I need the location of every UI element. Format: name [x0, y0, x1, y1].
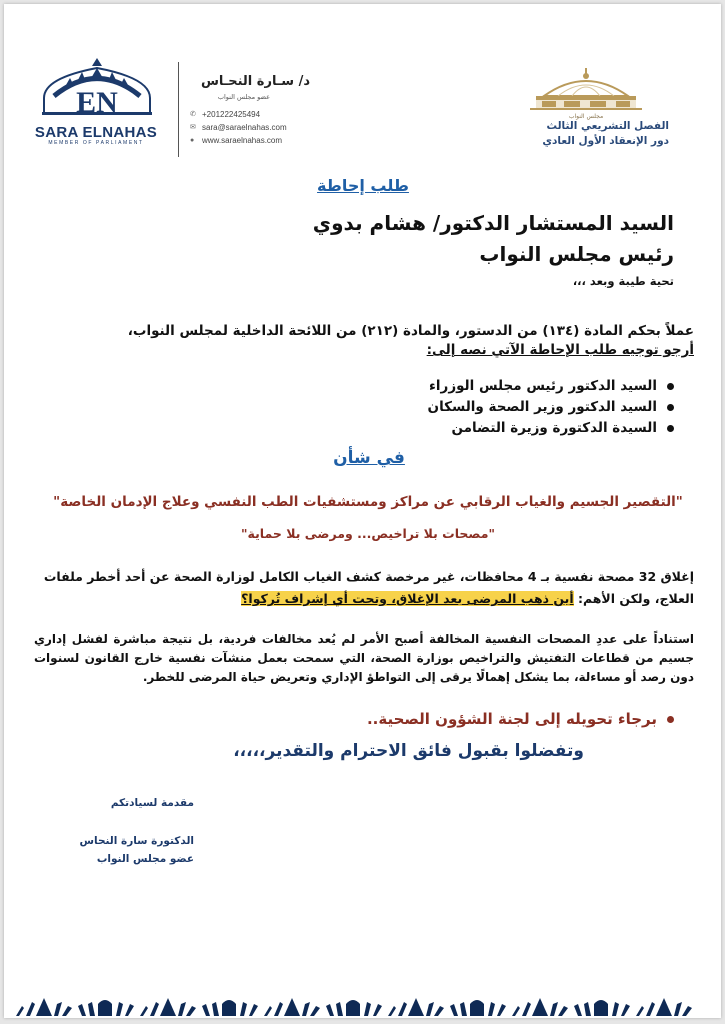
- signature-name: الدكتورة سارة النحاس: [79, 835, 194, 847]
- recipient-item: [304, 376, 674, 397]
- card-title: عضو مجلس النواب: [217, 93, 270, 101]
- addressee-line-1: السيد المستشار الدكتور/ هشام بدوي: [312, 211, 674, 235]
- card-phone: +201222425494: [202, 110, 261, 119]
- card-name: د/ سـارة النحـاس: [200, 74, 310, 89]
- closure-paragraph: [34, 566, 694, 610]
- globe-icon: ●: [190, 136, 195, 144]
- closure-text: إغلاق 32 مصحة نفسية بـ 4 محافظات، غير مرخصة كشف الغياب الكامل لوزارة الصحة عن أحد أخطر ملفات العلاج، ولكن الأهم:: [43, 569, 694, 606]
- card-phone-row: [190, 110, 330, 119]
- logo-name: SARA ELNAHAS: [34, 124, 158, 141]
- recipient-item: [304, 418, 674, 439]
- parliament-logo-caption: مجلس النواب: [568, 113, 604, 120]
- session-round: دور الإنعقاد الأول العادي: [542, 135, 669, 147]
- highlighted-question: أين ذهب المرضى بعد الإغلاق، وتحت أي إشراف تُركوا؟: [241, 591, 574, 606]
- logo-monogram: EN: [76, 86, 118, 119]
- subject-line-1: "التقصير الجسيم والغياب الرقابي عن مراكز ومستشفيات الطب النفسي وعلاج الإدمان الخاصة": [53, 494, 683, 510]
- card-email[interactable]: sara@saraelnahas.com: [202, 123, 287, 132]
- sara-elnahas-logo: [22, 56, 172, 128]
- recipient-text: السيد الدكتور وزير الصحة والسكان: [427, 399, 657, 415]
- bullet-icon: [667, 383, 674, 390]
- footer-decorative-band: [4, 994, 721, 1018]
- recipient-item: [304, 397, 674, 418]
- signature-intro: مقدمة لسيادتكم: [110, 797, 194, 809]
- recipient-text: السيدة الدكتورة وزيرة التضامن: [451, 420, 657, 436]
- intro-line-1: عملاً بحكم المادة (١٣٤) من الدستور، والمادة (٢١٢) من اللائحة الداخلية لمجلس النواب،: [127, 323, 694, 339]
- header-divider: [178, 62, 179, 157]
- analysis-paragraph: استناداً على عددِ المصحات النفسية المخالفة أصبح الأمر لم يُعد مخالفات فردية، بل نتيجة مباشرة لفشل إداري جسيم من قطاعات التفتيش والتراخيص بوزارة الصحة، التي سمحت بعمل منشآت نفسية خارج القانون لسنوات دون رصد أو مساءلة، بما يشكل إهمالًا يرقى إلى التواطؤ الإداري وتعريض حياة المرضى للخطر.: [34, 632, 694, 684]
- document-page: [4, 4, 721, 1018]
- legislative-term: الفصل التشريعي الثالث: [546, 120, 669, 132]
- email-icon: ✉: [190, 123, 196, 131]
- subject-line-2: "مصحات بلا تراخيص... ومرضى بلا حماية": [240, 526, 495, 541]
- closing-line: وتفضلوا بقبول فائق الاحترام والتقدير،،،،،: [233, 741, 584, 761]
- card-website-row: [190, 136, 330, 145]
- signature-title: عضو مجلس النواب: [96, 853, 194, 865]
- bullet-icon: [667, 425, 674, 432]
- recipients-list: [304, 376, 674, 439]
- greeting: تحية طيبة وبعد ،،،: [572, 274, 674, 288]
- addressee-line-2: رئيس مجلس النواب: [479, 242, 674, 266]
- phone-icon: ✆: [190, 110, 196, 118]
- subject-label: في شأن: [333, 448, 405, 468]
- intro-paragraph: [34, 322, 694, 360]
- intro-line-2: أرجو توجيه طلب الإحاطة الآتي نصه إلى:: [426, 342, 694, 358]
- card-email-row: [190, 123, 330, 132]
- bullet-icon: [667, 404, 674, 411]
- parliament-dome-logo: [524, 66, 648, 120]
- document-title: طلب إحاطة: [317, 176, 409, 195]
- referral-item: [244, 710, 674, 728]
- logo-subtitle: MEMBER OF PARLIAMENT: [48, 140, 144, 146]
- recipient-text: السيد الدكتور رئيس مجلس الوزراء: [429, 378, 657, 394]
- referral-text: برجاء تحويله إلى لجنة الشؤون الصحية..: [366, 710, 657, 728]
- bullet-icon: [667, 716, 674, 723]
- card-website[interactable]: www.saraelnahas.com: [202, 136, 283, 145]
